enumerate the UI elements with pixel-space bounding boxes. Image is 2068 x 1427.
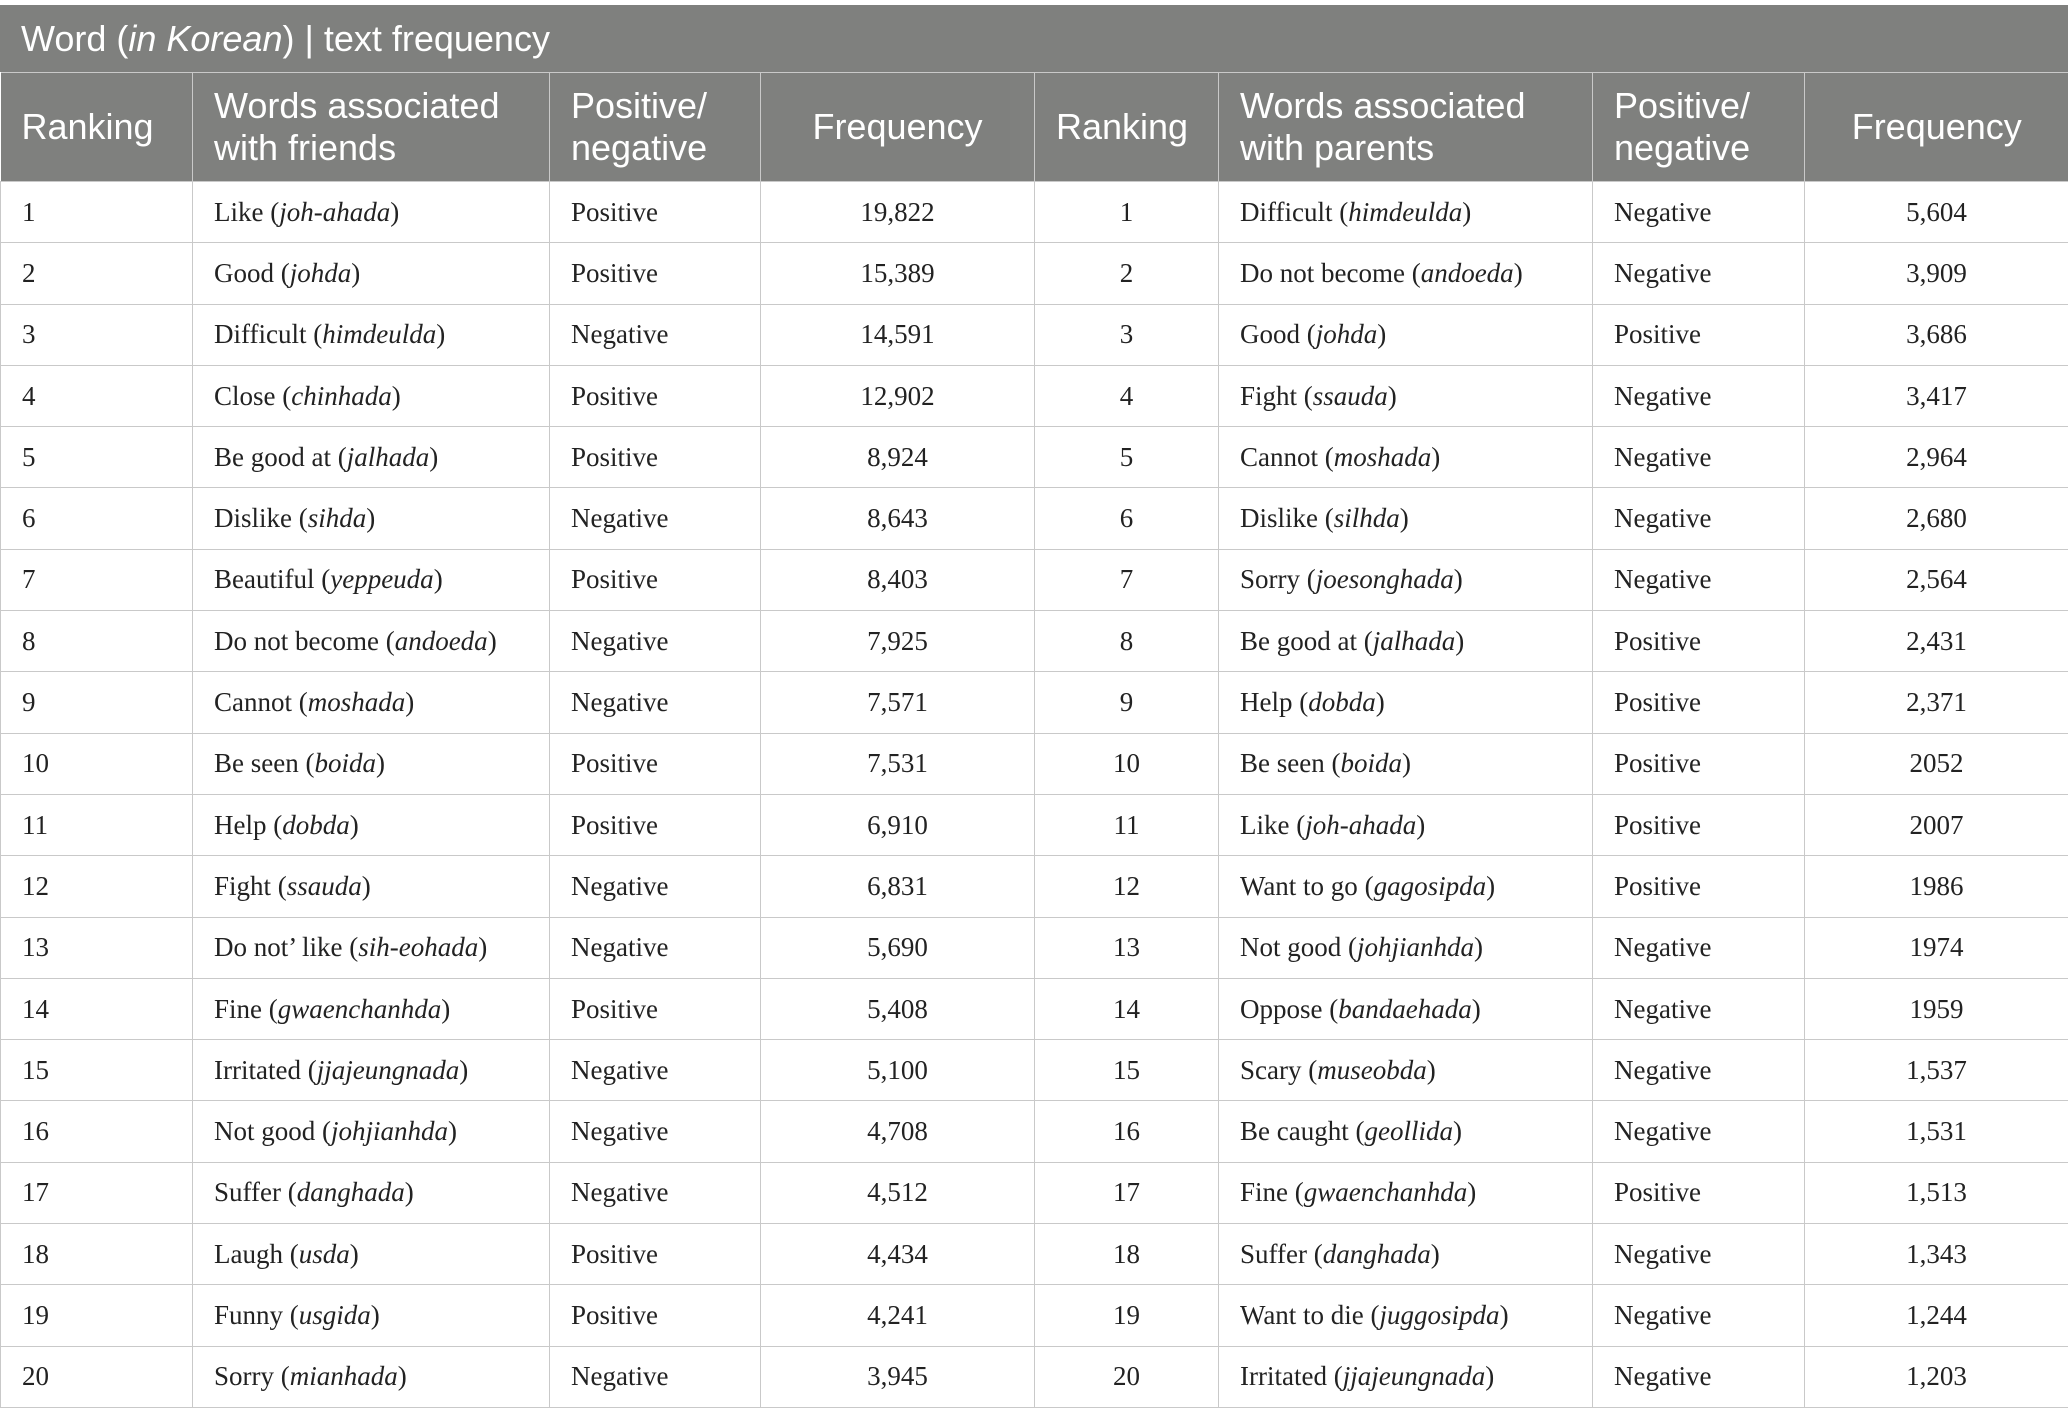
friends-valence-cell: Positive — [550, 243, 761, 304]
friends-valence-cell: Positive — [550, 733, 761, 794]
parents-word-cell: Be caught (geollida) — [1219, 1101, 1593, 1162]
parents-word: Want to go — [1240, 870, 1358, 901]
friends-rank-cell: 8 — [1, 611, 193, 672]
parents-word-cell: Cannot (moshada) — [1219, 427, 1593, 488]
parents-korean-word: jalhada — [1372, 625, 1456, 656]
parents-word: Sorry — [1240, 564, 1300, 595]
friends-valence-cell: Negative — [550, 917, 761, 978]
table-row — [1, 1101, 2068, 1162]
friends-rank-cell: 1 — [1, 182, 193, 243]
friends-korean-word: himdeulda — [322, 319, 437, 350]
friends-word: Dislike — [214, 503, 292, 534]
friends-word-cell: Fight (ssauda) — [193, 856, 550, 917]
friends-korean-word: andoeda — [394, 625, 488, 656]
parents-rank-cell: 3 — [1035, 304, 1219, 365]
friends-word-cell: Do not’ like (sih-eohada) — [193, 917, 550, 978]
header-words-friends: Words associated with friends — [193, 73, 550, 182]
parents-rank-cell: 8 — [1035, 611, 1219, 672]
parents-korean-word: joesonghada — [1315, 564, 1454, 595]
friends-valence-cell: Negative — [550, 1040, 761, 1101]
friends-word: Fine — [214, 993, 263, 1024]
friends-word-cell: Irritated (jjajeungnada) — [193, 1040, 550, 1101]
friends-valence-cell: Positive — [550, 549, 761, 610]
parents-rank-cell: 14 — [1035, 978, 1219, 1039]
friends-rank-cell: 14 — [1, 978, 193, 1039]
parents-korean-word: museobda — [1317, 1054, 1427, 1085]
friends-frequency-cell: 5,100 — [761, 1040, 1035, 1101]
table-row — [1, 917, 2068, 978]
friends-word-cell: Suffer (danghada) — [193, 1162, 550, 1223]
friends-rank-cell: 3 — [1, 304, 193, 365]
friends-rank-cell: 19 — [1, 1285, 193, 1346]
friends-rank-cell: 17 — [1, 1162, 193, 1223]
friends-word-cell: Beautiful (yeppeuda) — [193, 549, 550, 610]
friends-word: Close — [214, 380, 276, 411]
parents-word: Suffer — [1240, 1238, 1307, 1269]
friends-word-cell: Funny (usgida) — [193, 1285, 550, 1346]
parents-korean-word: jjajeungnada — [1342, 1361, 1486, 1392]
parents-word-cell: Help (dobda) — [1219, 672, 1593, 733]
friends-frequency-cell: 5,690 — [761, 917, 1035, 978]
friends-word-cell: Difficult (himdeulda) — [193, 304, 550, 365]
header-posneg-friends: Positive/ negative — [550, 73, 761, 182]
header-row — [1, 73, 2068, 182]
parents-word-cell: Good (johda) — [1219, 304, 1593, 365]
friends-rank-cell: 6 — [1, 488, 193, 549]
table-row — [1, 978, 2068, 1039]
parents-rank-cell: 19 — [1035, 1285, 1219, 1346]
parents-valence-cell: Negative — [1593, 978, 1805, 1039]
parents-frequency-cell: 3,909 — [1805, 243, 2068, 304]
header-ranking-friends: Ranking — [1, 73, 193, 182]
friends-word-cell: Do not become (andoeda) — [193, 611, 550, 672]
parents-word: Difficult — [1240, 196, 1333, 227]
title-italic: in Korean — [128, 18, 283, 59]
parents-valence-cell: Negative — [1593, 917, 1805, 978]
friends-valence-cell: Positive — [550, 1285, 761, 1346]
friends-word: Beautiful — [214, 564, 315, 595]
parents-valence-cell: Negative — [1593, 427, 1805, 488]
parents-valence-cell: Positive — [1593, 856, 1805, 917]
parents-frequency-cell: 1,343 — [1805, 1224, 2068, 1285]
friends-word: Difficult — [214, 319, 307, 350]
friends-valence-cell: Positive — [550, 427, 761, 488]
parents-valence-cell: Negative — [1593, 549, 1805, 610]
parents-rank-cell: 10 — [1035, 733, 1219, 794]
friends-korean-word: gwaenchanhda — [277, 993, 442, 1024]
parents-korean-word: geollida — [1364, 1116, 1453, 1147]
parents-korean-word: boida — [1340, 748, 1402, 779]
parents-frequency-cell: 2,431 — [1805, 611, 2068, 672]
parents-word-cell: Oppose (bandaehada) — [1219, 978, 1593, 1039]
parents-korean-word: andoeda — [1420, 257, 1514, 288]
parents-frequency-cell: 2,680 — [1805, 488, 2068, 549]
table-row — [1, 243, 2068, 304]
friends-rank-cell: 16 — [1, 1101, 193, 1162]
parents-korean-word: danghada — [1322, 1238, 1431, 1269]
friends-frequency-cell: 12,902 — [761, 365, 1035, 426]
friends-word-cell: Cannot (moshada) — [193, 672, 550, 733]
parents-word-cell: Difficult (himdeulda) — [1219, 182, 1593, 243]
parents-word-cell: Fight (ssauda) — [1219, 365, 1593, 426]
parents-word: Be good at — [1240, 625, 1357, 656]
friends-word: Do not become — [214, 625, 379, 656]
parents-valence-cell: Negative — [1593, 1101, 1805, 1162]
parents-word-cell: Irritated (jjajeungnada) — [1219, 1346, 1593, 1407]
parents-frequency-cell: 1974 — [1805, 917, 2068, 978]
friends-frequency-cell: 7,571 — [761, 672, 1035, 733]
friends-word: Sorry — [214, 1361, 274, 1392]
parents-korean-word: johjianhda — [1357, 932, 1475, 963]
parents-frequency-cell: 1959 — [1805, 978, 2068, 1039]
friends-korean-word: johjianhda — [331, 1116, 449, 1147]
table-row — [1, 182, 2068, 243]
friends-korean-word: jalhada — [346, 441, 430, 472]
parents-frequency-cell: 1,513 — [1805, 1162, 2068, 1223]
friends-korean-word: johda — [289, 257, 352, 288]
parents-frequency-cell: 1,531 — [1805, 1101, 2068, 1162]
parents-frequency-cell: 2,564 — [1805, 549, 2068, 610]
parents-rank-cell: 18 — [1035, 1224, 1219, 1285]
friends-rank-cell: 9 — [1, 672, 193, 733]
friends-korean-word: yeppeuda — [330, 564, 434, 595]
table-row — [1, 1040, 2068, 1101]
parents-word: Fight — [1240, 380, 1298, 411]
friends-word: Irritated — [214, 1054, 301, 1085]
parents-word: Want to die — [1240, 1299, 1364, 1330]
parents-rank-cell: 15 — [1035, 1040, 1219, 1101]
parents-word: Be caught — [1240, 1116, 1349, 1147]
friends-korean-word: moshada — [307, 687, 406, 718]
parents-korean-word: juggosipda — [1379, 1299, 1500, 1330]
header-ranking-parents: Ranking — [1035, 73, 1219, 182]
friends-valence-cell: Positive — [550, 978, 761, 1039]
parents-korean-word: joh-ahada — [1305, 809, 1417, 840]
title-suffix: ) | text frequency — [282, 18, 550, 59]
table-row — [1, 304, 2068, 365]
parents-korean-word: moshada — [1333, 441, 1432, 472]
parents-word-cell: Be seen (boida) — [1219, 733, 1593, 794]
parents-word-cell: Scary (museobda) — [1219, 1040, 1593, 1101]
parents-word-cell: Want to die (juggosipda) — [1219, 1285, 1593, 1346]
friends-frequency-cell: 19,822 — [761, 182, 1035, 243]
friends-word: Suffer — [214, 1177, 281, 1208]
friends-frequency-cell: 6,831 — [761, 856, 1035, 917]
parents-frequency-cell: 5,604 — [1805, 182, 2068, 243]
parents-word-cell: Fine (gwaenchanhda) — [1219, 1162, 1593, 1223]
parents-valence-cell: Positive — [1593, 304, 1805, 365]
header-posneg-parents: Positive/ negative — [1593, 73, 1805, 182]
parents-korean-word: himdeulda — [1348, 196, 1463, 227]
friends-word: Good — [214, 257, 274, 288]
header-frequency-parents: Frequency — [1805, 73, 2068, 182]
parents-word-cell: Like (joh-ahada) — [1219, 794, 1593, 855]
friends-frequency-cell: 15,389 — [761, 243, 1035, 304]
friends-frequency-cell: 6,910 — [761, 794, 1035, 855]
parents-korean-word: dobda — [1308, 687, 1376, 718]
friends-rank-cell: 4 — [1, 365, 193, 426]
friends-valence-cell: Positive — [550, 365, 761, 426]
parents-word: Oppose — [1240, 993, 1323, 1024]
parents-rank-cell: 17 — [1035, 1162, 1219, 1223]
parents-word-cell: Be good at (jalhada) — [1219, 611, 1593, 672]
friends-word-cell: Not good (johjianhda) — [193, 1101, 550, 1162]
friends-valence-cell: Positive — [550, 794, 761, 855]
parents-frequency-cell: 1,537 — [1805, 1040, 2068, 1101]
parents-rank-cell: 13 — [1035, 917, 1219, 978]
table-row — [1, 733, 2068, 794]
parents-frequency-cell: 2,964 — [1805, 427, 2068, 488]
parents-rank-cell: 20 — [1035, 1346, 1219, 1407]
table-row — [1, 1346, 2068, 1407]
table-row — [1, 365, 2068, 426]
parents-frequency-cell: 1,244 — [1805, 1285, 2068, 1346]
friends-korean-word: dobda — [282, 809, 350, 840]
parents-valence-cell: Positive — [1593, 733, 1805, 794]
parents-frequency-cell: 1,203 — [1805, 1346, 2068, 1407]
parents-word-cell: Suffer (danghada) — [1219, 1224, 1593, 1285]
parents-word-cell: Want to go (gagosipda) — [1219, 856, 1593, 917]
parents-word-cell: Do not become (andoeda) — [1219, 243, 1593, 304]
parents-rank-cell: 11 — [1035, 794, 1219, 855]
friends-frequency-cell: 4,708 — [761, 1101, 1035, 1162]
friends-word-cell: Laugh (usda) — [193, 1224, 550, 1285]
parents-frequency-cell: 2007 — [1805, 794, 2068, 855]
parents-word: Do not become — [1240, 257, 1405, 288]
friends-valence-cell: Negative — [550, 304, 761, 365]
parents-word: Like — [1240, 809, 1290, 840]
friends-valence-cell: Negative — [550, 488, 761, 549]
parents-valence-cell: Negative — [1593, 1346, 1805, 1407]
parents-frequency-cell: 2052 — [1805, 733, 2068, 794]
table-row — [1, 856, 2068, 917]
friends-rank-cell: 18 — [1, 1224, 193, 1285]
parents-valence-cell: Positive — [1593, 611, 1805, 672]
parents-valence-cell: Positive — [1593, 672, 1805, 733]
parents-korean-word: silhda — [1333, 503, 1400, 534]
friends-word: Cannot — [214, 687, 292, 718]
parents-word: Dislike — [1240, 503, 1318, 534]
parents-word-cell: Dislike (silhda) — [1219, 488, 1593, 549]
friends-korean-word: sih-eohada — [358, 932, 479, 963]
parents-word-cell: Not good (johjianhda) — [1219, 917, 1593, 978]
friends-korean-word: jjajeungnada — [316, 1054, 460, 1085]
parents-word: Be seen — [1240, 748, 1325, 779]
friends-frequency-cell: 3,945 — [761, 1346, 1035, 1407]
parents-frequency-cell: 3,686 — [1805, 304, 2068, 365]
friends-frequency-cell: 5,408 — [761, 978, 1035, 1039]
friends-word-cell: Close (chinhada) — [193, 365, 550, 426]
parents-frequency-cell: 2,371 — [1805, 672, 2068, 733]
parents-valence-cell: Negative — [1593, 488, 1805, 549]
parents-word-cell: Sorry (joesonghada) — [1219, 549, 1593, 610]
parents-rank-cell: 1 — [1035, 182, 1219, 243]
parents-valence-cell: Negative — [1593, 1224, 1805, 1285]
parents-rank-cell: 5 — [1035, 427, 1219, 488]
parents-korean-word: johda — [1315, 319, 1378, 350]
table-title — [0, 5, 2068, 72]
title-prefix: Word ( — [21, 18, 129, 59]
parents-frequency-cell: 1986 — [1805, 856, 2068, 917]
friends-korean-word: chinhada — [291, 380, 392, 411]
parents-rank-cell: 12 — [1035, 856, 1219, 917]
table-row — [1, 1285, 2068, 1346]
friends-rank-cell: 15 — [1, 1040, 193, 1101]
parents-valence-cell: Negative — [1593, 1285, 1805, 1346]
friends-word: Like — [214, 196, 264, 227]
friends-word-cell: Sorry (mianhada) — [193, 1346, 550, 1407]
parents-rank-cell: 6 — [1035, 488, 1219, 549]
friends-valence-cell: Positive — [550, 1224, 761, 1285]
parents-rank-cell: 16 — [1035, 1101, 1219, 1162]
friends-frequency-cell: 4,512 — [761, 1162, 1035, 1223]
friends-korean-word: usgida — [298, 1299, 371, 1330]
friends-frequency-cell: 8,403 — [761, 549, 1035, 610]
table-row — [1, 1224, 2068, 1285]
friends-korean-word: joh-ahada — [279, 196, 391, 227]
friends-rank-cell: 10 — [1, 733, 193, 794]
friends-valence-cell: Positive — [550, 182, 761, 243]
friends-korean-word: boida — [314, 748, 376, 779]
parents-word: Not good — [1240, 932, 1342, 963]
parents-valence-cell: Negative — [1593, 1040, 1805, 1101]
friends-valence-cell: Negative — [550, 1346, 761, 1407]
friends-frequency-cell: 8,643 — [761, 488, 1035, 549]
parents-valence-cell: Positive — [1593, 1162, 1805, 1223]
friends-valence-cell: Negative — [550, 1101, 761, 1162]
friends-word: Be seen — [214, 748, 299, 779]
friends-word: Funny — [214, 1299, 284, 1330]
table-row — [1, 488, 2068, 549]
friends-word-cell: Good (johda) — [193, 243, 550, 304]
friends-rank-cell: 11 — [1, 794, 193, 855]
friends-word-cell: Fine (gwaenchanhda) — [193, 978, 550, 1039]
friends-word: Help — [214, 809, 267, 840]
friends-valence-cell: Negative — [550, 856, 761, 917]
friends-korean-word: danghada — [296, 1177, 405, 1208]
friends-word: Laugh — [214, 1238, 283, 1269]
friends-word-cell: Help (dobda) — [193, 794, 550, 855]
friends-frequency-cell: 14,591 — [761, 304, 1035, 365]
table-row — [1, 794, 2068, 855]
friends-word: Be good at — [214, 441, 331, 472]
table-row — [1, 427, 2068, 488]
header-frequency-friends: Frequency — [761, 73, 1035, 182]
parents-rank-cell: 4 — [1035, 365, 1219, 426]
friends-valence-cell: Negative — [550, 1162, 761, 1223]
parents-valence-cell: Negative — [1593, 365, 1805, 426]
friends-korean-word: sihda — [307, 503, 367, 534]
friends-rank-cell: 7 — [1, 549, 193, 610]
table-row — [1, 611, 2068, 672]
friends-frequency-cell: 7,925 — [761, 611, 1035, 672]
table-row — [1, 549, 2068, 610]
friends-word-cell: Dislike (sihda) — [193, 488, 550, 549]
friends-korean-word: ssauda — [286, 870, 362, 901]
parents-valence-cell: Positive — [1593, 794, 1805, 855]
parents-word: Cannot — [1240, 441, 1318, 472]
friends-rank-cell: 13 — [1, 917, 193, 978]
friends-frequency-cell: 4,434 — [761, 1224, 1035, 1285]
parents-word: Irritated — [1240, 1361, 1327, 1392]
friends-rank-cell: 20 — [1, 1346, 193, 1407]
friends-word-cell: Be good at (jalhada) — [193, 427, 550, 488]
parents-rank-cell: 2 — [1035, 243, 1219, 304]
friends-korean-word: mianhada — [289, 1361, 398, 1392]
table-row — [1, 672, 2068, 733]
friends-frequency-cell: 4,241 — [761, 1285, 1035, 1346]
friends-rank-cell: 12 — [1, 856, 193, 917]
friends-valence-cell: Negative — [550, 672, 761, 733]
friends-valence-cell: Negative — [550, 611, 761, 672]
word-frequency-table — [0, 72, 2068, 1408]
friends-korean-word: usda — [298, 1238, 350, 1269]
friends-frequency-cell: 8,924 — [761, 427, 1035, 488]
friends-frequency-cell: 7,531 — [761, 733, 1035, 794]
header-words-parents: Words associated with parents — [1219, 73, 1593, 182]
friends-rank-cell: 2 — [1, 243, 193, 304]
friends-word: Do not’ like — [214, 932, 343, 963]
parents-valence-cell: Negative — [1593, 182, 1805, 243]
parents-rank-cell: 9 — [1035, 672, 1219, 733]
friends-word: Fight — [214, 870, 272, 901]
parents-korean-word: ssauda — [1312, 380, 1388, 411]
parents-word: Fine — [1240, 1177, 1289, 1208]
parents-korean-word: gagosipda — [1373, 870, 1487, 901]
parents-word: Good — [1240, 319, 1300, 350]
parents-valence-cell: Negative — [1593, 243, 1805, 304]
friends-rank-cell: 5 — [1, 427, 193, 488]
table-row — [1, 1162, 2068, 1223]
parents-word: Help — [1240, 687, 1293, 718]
parents-word: Scary — [1240, 1054, 1302, 1085]
parents-rank-cell: 7 — [1035, 549, 1219, 610]
parents-korean-word: bandaehada — [1338, 993, 1472, 1024]
friends-word-cell: Be seen (boida) — [193, 733, 550, 794]
friends-word-cell: Like (joh-ahada) — [193, 182, 550, 243]
friends-word: Not good — [214, 1116, 316, 1147]
parents-korean-word: gwaenchanhda — [1303, 1177, 1468, 1208]
parents-frequency-cell: 3,417 — [1805, 365, 2068, 426]
table-body — [1, 182, 2068, 1408]
